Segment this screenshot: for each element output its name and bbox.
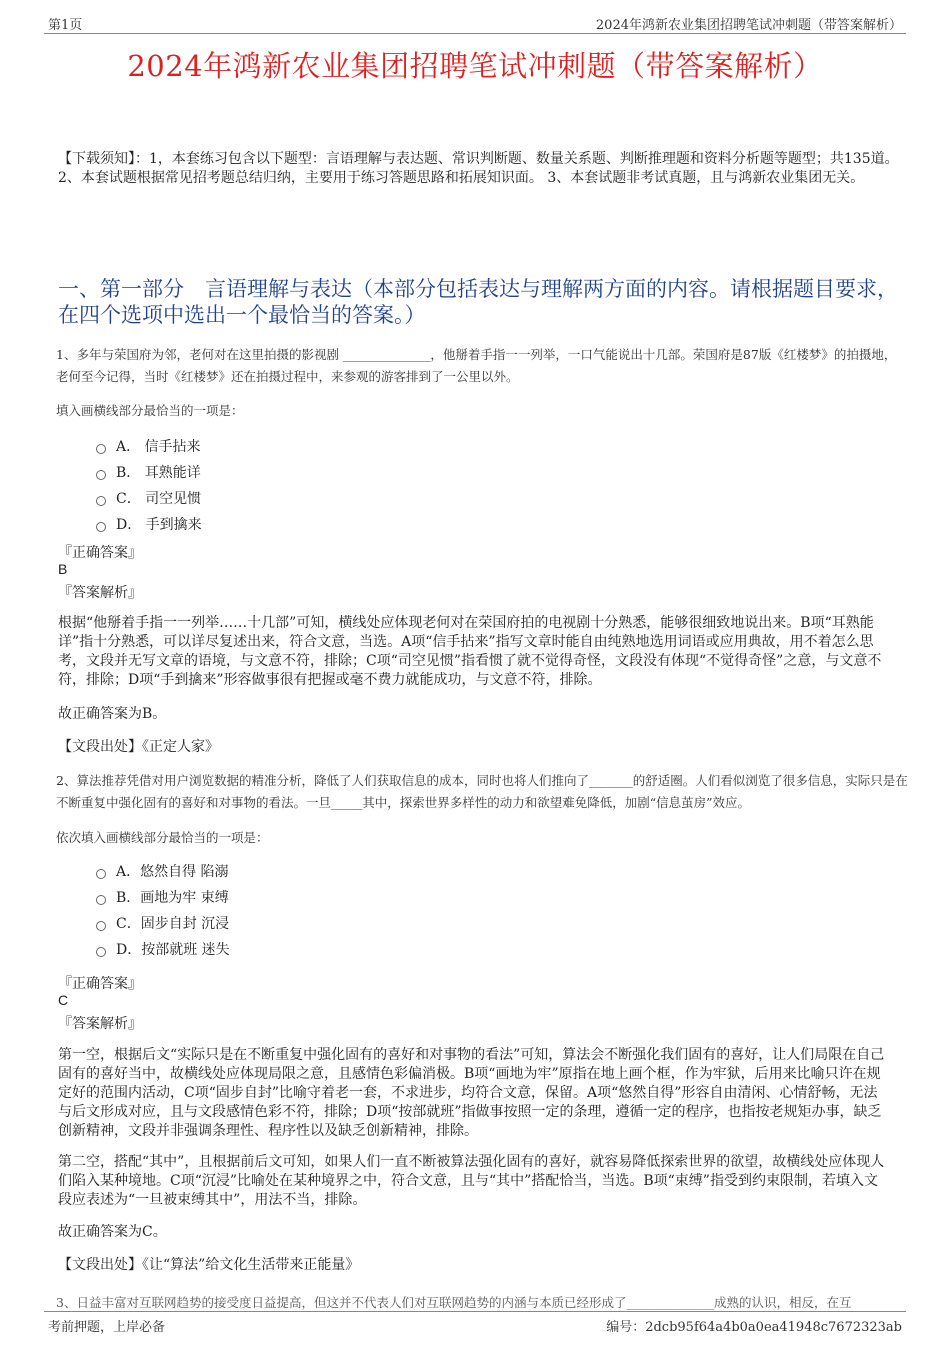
radio-icon[interactable] (96, 470, 106, 480)
q2-option-b[interactable]: B．画地为牢 束缚 (96, 887, 229, 907)
header-divider (44, 33, 906, 34)
q1-answer: B (58, 561, 68, 577)
q2-option-d[interactable]: D．按部就班 迷失 (96, 939, 230, 959)
question-1-stem: 1、多年与荣国府为邻，老何对在这里拍摄的影视剧 ______________，他掰着手指一一列举，一口气能说出十几部。荣国府是87版《红楼梦》的拍摄地，老何至今记得，当时《红楼梦》还在拍摄过程中，来参观的游客排到了一公里以外。 (56, 347, 897, 384)
q2-analysis-label: 『答案解析』 (58, 1016, 142, 1032)
footer-slogan: 考前押题，上岸必备 (48, 1320, 166, 1335)
download-notice: 【下载须知】：1，本套练习包含以下题型：言语理解与表达题、常识判断题、数量关系题、判断推理题和资料分析题等题型；共135道。 2、本套试题根据常见招考题总结归纳，主要用于练习答题思路和拓展知识面。 3、本套试题非考试真题，且与鸿新农业集团无关。 (58, 151, 899, 186)
footer-doc-id: 编号：2dcb95f64a4b0a0ea41948c7672323ab (606, 1320, 902, 1335)
q1-option-b[interactable]: B． 耳熟能详 (96, 462, 201, 482)
question-2-stem: 2、算法推荐凭借对用户浏览数据的精准分析，降低了人们获取信息的成本，同时也将人们推向了_______的舒适圈。人们看似浏览了很多信息，实际只是在不断重复中强化固有的喜好和对事物的看法。一旦_____其中，探索世界多样性的动力和欲望难免降低，加剧“信息茧房”效应。 (56, 773, 908, 810)
q2-option-c[interactable]: C．固步自封 沉浸 (96, 913, 229, 933)
q2-analysis-part2: 第二空，搭配“其中”，且根据前后文可知，如果人们一直不断被算法强化固有的喜好，就容易降低探索世界的欲望，故横线处应体现人们陷入某种境地。C项“沉浸”比喻处在某种境界之中，符合文意，且与“其中”搭配恰当，当选。B项“束缚”指受到约束限制，若填入文段应表述为“一旦被束缚其中”，用法不当，排除。 (58, 1154, 885, 1208)
q2-option-a[interactable]: A．悠然自得 陷溺 (96, 861, 229, 881)
section-heading: 一、第一部分 言语理解与表达（本部分包括表达与理解两方面的内容。请根据题目要求，在四个选项中选出一个最恰当的答案。） (58, 277, 898, 327)
radio-icon[interactable] (96, 869, 106, 879)
radio-icon[interactable] (96, 444, 106, 454)
q1-conclusion: 故正确答案为B。 (58, 706, 167, 722)
question-3-stem-partial: 3、日益丰富对互联网趋势的接受度日益提高，但这并不代表人们对互联网趋势的内涵与本质已经形成了______________成熟的认识，相反，在互 (56, 1295, 852, 1310)
page-title: 2024年鸿新农业集团招聘笔试冲刺题（带答案解析） (127, 49, 823, 83)
radio-icon[interactable] (96, 947, 106, 957)
q1-option-d[interactable]: D． 手到擒来 (96, 514, 202, 534)
q1-option-c[interactable]: C． 司空见惯 (96, 488, 201, 508)
header-doc-title: 2024年鸿新农业集团招聘笔试冲刺题（带答案解析） (595, 18, 902, 33)
q2-source: 【文段出处】《让“算法”给文化生活带来正能量》 (58, 1257, 360, 1273)
q2-answer: C (58, 992, 69, 1008)
question-2-prompt: 依次填入画横线部分最恰当的一项是： (56, 830, 269, 845)
radio-icon[interactable] (96, 921, 106, 931)
radio-icon[interactable] (96, 895, 106, 905)
q2-conclusion: 故正确答案为C。 (58, 1224, 167, 1240)
page-number: 第1页 (48, 18, 83, 33)
q1-answer-label: 『正确答案』 (58, 545, 142, 561)
q2-answer-label: 『正确答案』 (58, 976, 142, 992)
question-1-prompt: 填入画横线部分最恰当的一项是： (56, 403, 244, 418)
radio-icon[interactable] (96, 496, 106, 506)
radio-icon[interactable] (96, 522, 106, 532)
q1-option-a[interactable]: A． 信手拈来 (96, 436, 201, 456)
q1-analysis: 根据“他掰着手指一一列举……十几部”可知，横线处应体现老何对在荣国府拍的电视剧十分熟悉，能够很细致地说出来。B项“耳熟能详”指十分熟悉，可以详尽复述出来，符合文意，当选。A项“信手拈来”指写文章时能自由纯熟地选用词语或应用典故，用不着怎么思考，文段并无写文章的语境，与文意不符，排除；C项“司空见惯”指看惯了就不觉得奇怪，文段没有体现“不觉得奇怪”之意，与文意不符，排除；D项“手到擒来”形容做事很有把握或毫不费力就能成功，与文意不符，排除。 (58, 615, 882, 688)
footer-divider (44, 1311, 906, 1312)
q1-analysis-label: 『答案解析』 (58, 585, 142, 601)
q2-analysis-part1: 第一空，根据后文“实际只是在不断重复中强化固有的喜好和对事物的看法”可知，算法会不断强化我们固有的喜好，让人们局限在自己固有的喜好当中，故横线处应体现局限之意，且感情色彩偏消极。B项“画地为牢”原指在地上画个框，作为牢狱，后用来比喻只许在规定好的范围内活动，C项“固步自封”比喻守着老一套，不求进步，均符合文意，保留。A项“悠然自得”形容自由清闲、心情舒畅，无法与后文形成对应，且与文段感情色彩不符，排除；D项“按部就班”指做事按照一定的条理，遵循一定的程序，也指按老规矩办事，缺乏创新精神，文段并非强调条理性、程序性以及缺乏创新精神，排除。 (58, 1047, 885, 1139)
q1-source: 【文段出处】《正定人家》 (58, 739, 219, 755)
